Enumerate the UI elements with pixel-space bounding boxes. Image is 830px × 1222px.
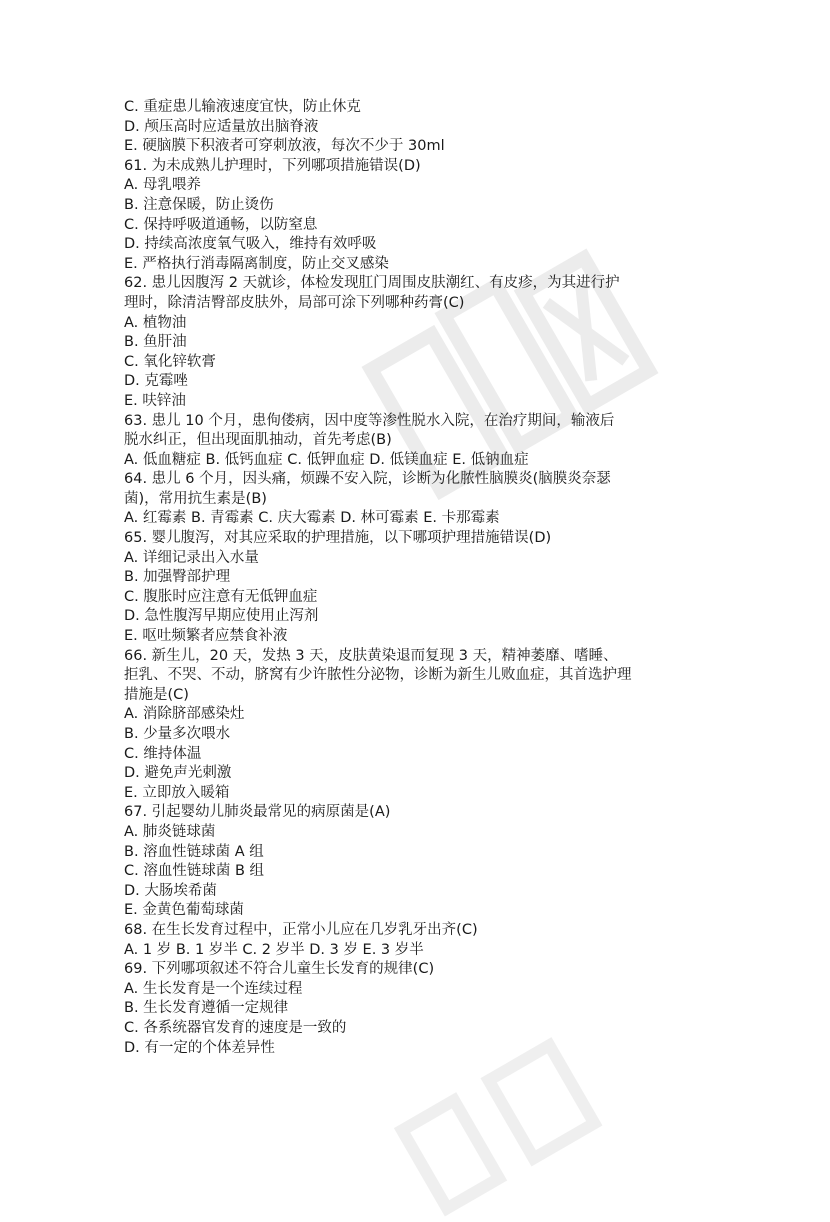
option-line: B. 鱼肝油 xyxy=(124,334,187,351)
option-line: C. 腹胀时应注意有无低钾血症 xyxy=(124,588,318,605)
option-line: C. 氧化锌软膏 xyxy=(124,353,216,370)
option-line: A. 1 岁 B. 1 岁半 C. 2 岁半 D. 3 岁 E. 3 岁半 xyxy=(124,941,424,958)
option-line: E. 呋锌油 xyxy=(124,392,186,409)
question-64-cont: 菌)，常用抗生素是(B) xyxy=(124,490,267,507)
option-line: C. 溶血性链球菌 B 组 xyxy=(124,863,265,880)
question-61: 61. 为未成熟儿护理时，下列哪项措施错误(D) xyxy=(124,157,421,174)
option-line: D. 急性腹泻早期应使用止泻剂 xyxy=(124,608,319,625)
question-69: 69. 下列哪项叙述不符合儿童生长发育的规律(C) xyxy=(124,961,435,978)
option-line: B. 注意保暖，防止烫伤 xyxy=(124,196,274,213)
question-66-cont: 措施是(C) xyxy=(124,686,189,703)
question-67: 67. 引起婴幼儿肺炎最常见的病原菌是(A) xyxy=(124,804,391,821)
option-line: B. 生长发育遵循一定规律 xyxy=(124,1000,289,1017)
option-line: B. 溶血性链球菌 A 组 xyxy=(124,843,264,860)
option-line: D. 克霉唑 xyxy=(124,373,188,390)
option-line: E. 呕吐频繁者应禁食补液 xyxy=(124,628,288,645)
option-line: A. 红霉素 B. 青霉素 C. 庆大霉素 D. 林可霉素 E. 卡那霉素 xyxy=(124,510,500,527)
option-line: D. 大肠埃希菌 xyxy=(124,882,217,899)
question-66-cont: 拒乳、不哭、不动，脐窝有少许脓性分泌物，诊断为新生儿败血症，其首选护理 xyxy=(124,667,632,684)
option-line: A. 肺炎链球菌 xyxy=(124,823,216,840)
option-line: E. 立即放入暖箱 xyxy=(124,784,230,801)
option-line: A. 生长发育是一个连续过程 xyxy=(124,980,303,997)
option-line: B. 加强臀部护理 xyxy=(124,569,231,586)
option-line: C. 保持呼吸道通畅，以防窒息 xyxy=(124,216,318,233)
text-line: C. 重症患儿输液速度宜快，防止休克 xyxy=(124,99,361,115)
option-line: E. 金黄色葡萄球菌 xyxy=(124,902,244,919)
option-line: D. 避免声光刺激 xyxy=(124,765,232,782)
option-line: B. 少量多次喂水 xyxy=(124,726,231,742)
document-body xyxy=(124,98,724,1058)
question-68: 68. 在生长发育过程中，正常小儿应在几岁乳牙出齐(C) xyxy=(124,921,478,938)
option-line: E. 严格执行消毒隔离制度，防止交叉感染 xyxy=(124,255,389,272)
option-line: D. 持续高浓度氧气吸入，维持有效呼吸 xyxy=(124,236,377,253)
option-line: A. 母乳喂养 xyxy=(124,177,201,194)
question-66: 66. 新生儿，20 天，发热 3 天，皮肤黄染退而复现 3 天，精神萎靡、嗜睡、 xyxy=(124,647,618,664)
option-line: D. 有一定的个体差异性 xyxy=(124,1039,275,1056)
question-62: 62. 患儿因腹泻 2 天就诊，体检发现肛门周围皮肤潮红、有皮疹，为其进行护 xyxy=(124,275,620,292)
option-line: A. 低血糖症 B. 低钙血症 C. 低钾血症 D. 低镁血症 E. 低钠血症 xyxy=(124,451,529,468)
option-line: C. 维持体温 xyxy=(124,745,202,762)
option-line: C. 各系统器官发育的速度是一致的 xyxy=(124,1019,347,1036)
option-line: A. 消除脐部感染灶 xyxy=(124,706,245,723)
text-line: E. 硬脑膜下积液者可穿刺放液，每次不少于 30ml xyxy=(124,138,445,155)
question-62-cont: 理时，除清洁臀部皮肤外，局部可涂下列哪种药膏(C) xyxy=(124,294,465,311)
question-65: 65. 婴儿腹泻，对其应采取的护理措施，以下哪项护理措施错误(D) xyxy=(124,530,552,547)
question-63-cont: 脱水纠正，但出现面肌抽动，首先考虑(B) xyxy=(124,432,392,449)
option-line: A. 植物油 xyxy=(124,314,187,331)
question-63: 63. 患儿 10 个月，患佝偻病，因中度等渗性脱水入院，在治疗期间，输液后 xyxy=(124,412,615,429)
text-line: D. 颅压高时应适量放出脑脊液 xyxy=(124,118,319,135)
question-64: 64. 患儿 6 个月，因头痛，烦躁不安入院，诊断为化脓性脑膜炎(脑膜炎奈瑟 xyxy=(124,471,611,488)
option-line: A. 详细记录出入水量 xyxy=(124,549,259,566)
